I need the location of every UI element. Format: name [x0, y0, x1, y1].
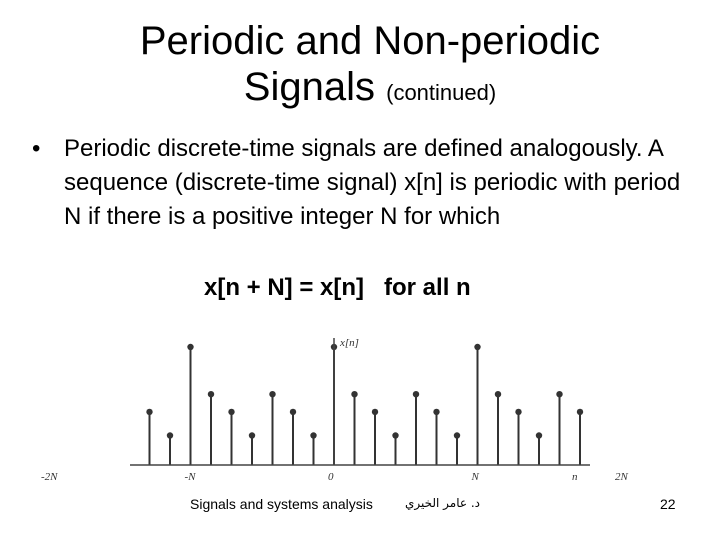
- stem-point: [474, 344, 480, 350]
- title-signals: Signals: [243, 65, 375, 109]
- tick-label-group: [41, 471, 629, 483]
- stem-point: [310, 432, 316, 438]
- stem-point: [433, 409, 439, 415]
- title-line-1: Periodic and Non-periodic: [139, 19, 601, 63]
- tick-label: -N: [184, 471, 196, 483]
- stem-point: [372, 409, 378, 415]
- bullet-text: Periodic discrete-time signals are defined analogously. A sequence (discrete-time signal) x[n] is periodic with period N if there is a positive integer N for which: [64, 135, 681, 230]
- tick-label: N: [471, 471, 479, 483]
- footer-author: د. عامر الخيري: [405, 496, 481, 510]
- title-line-2: [60, 64, 680, 116]
- footer-course: Signals and systems analysis: [190, 496, 373, 512]
- stem-point: [167, 432, 173, 438]
- tick-label: 2N: [615, 471, 628, 483]
- title-suffix: (continued): [386, 80, 497, 105]
- stem-group: [146, 344, 583, 465]
- stem-point: [187, 344, 193, 350]
- stem-point: [556, 391, 562, 397]
- x-axis-label: n: [572, 471, 578, 483]
- stem-point: [269, 391, 275, 397]
- stem-point: [515, 409, 521, 415]
- slide-title: [60, 18, 680, 116]
- stem-point: [290, 409, 296, 415]
- tick-label: -2N: [41, 471, 58, 483]
- stem-point: [413, 391, 419, 397]
- stem-point: [392, 432, 398, 438]
- stem-point: [351, 391, 357, 397]
- periodicity-formula: x[n + N] = x[n] for all n: [204, 274, 471, 301]
- stem-point: [536, 432, 542, 438]
- bullet-point: [28, 132, 688, 234]
- stem-point: [249, 432, 255, 438]
- tick-label: 0: [328, 471, 334, 483]
- stem-point: [228, 409, 234, 415]
- y-axis-label: x[n]: [340, 337, 359, 349]
- stem-point: [495, 391, 501, 397]
- stem-point: [577, 409, 583, 415]
- stem-point: [454, 432, 460, 438]
- periodic-sequence-figure: [41, 330, 628, 490]
- stem-point: [146, 409, 152, 415]
- bullet-icon: •: [32, 135, 41, 162]
- stem-point: [208, 391, 214, 397]
- footer-page-number: 22: [660, 496, 676, 512]
